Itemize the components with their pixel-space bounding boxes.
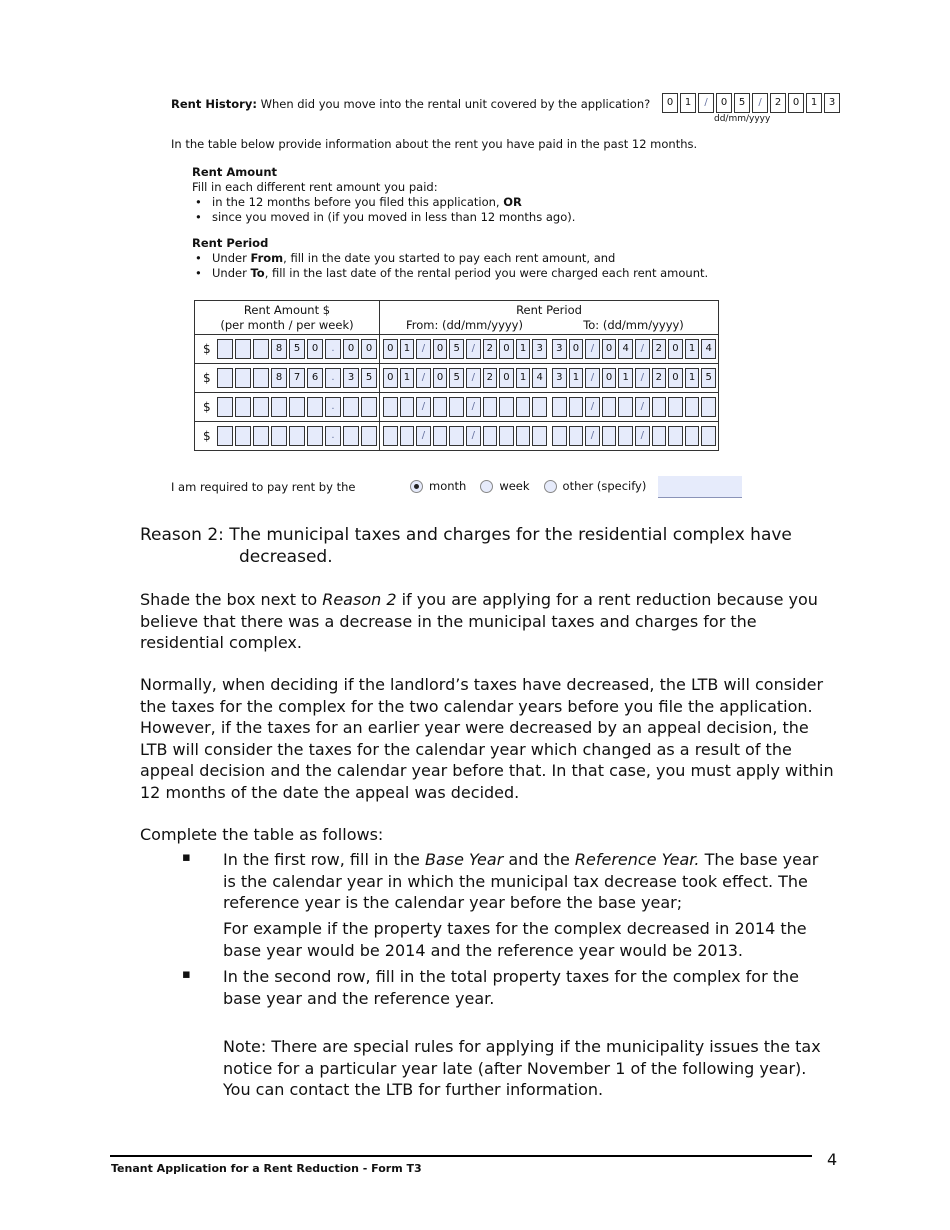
digit-box[interactable]: 4	[701, 339, 716, 359]
digit-box[interactable]: 5	[449, 339, 464, 359]
rent-history-question: When did you move into the rental unit covered by the application?	[260, 97, 651, 111]
digit-box[interactable]: 3	[343, 368, 359, 388]
digit-box[interactable]	[516, 426, 531, 446]
digit-box[interactable]: 1	[400, 339, 415, 359]
separator-box: /	[416, 368, 431, 388]
currency-symbol: $	[203, 342, 211, 356]
digit-box[interactable]	[433, 426, 448, 446]
digit-box[interactable]	[253, 426, 269, 446]
rent-amount-field[interactable]	[217, 397, 379, 417]
digit-box[interactable]	[668, 426, 683, 446]
table-intro: In the table below provide information about the rent you have paid in the past 12 months.	[171, 137, 698, 151]
reason2-bullet-2: In the second row, fill in the total property taxes for the complex for the base year and the reference year.	[223, 967, 800, 1008]
rent-period-cell	[380, 422, 719, 451]
digit-box[interactable]	[652, 397, 667, 417]
move-in-date-field[interactable]	[662, 93, 842, 113]
separator-box: /	[752, 93, 768, 113]
digit-box[interactable]	[235, 339, 251, 359]
digit-box[interactable]	[433, 397, 448, 417]
radio-week-label: week	[499, 479, 530, 493]
text: Shade the box next to	[140, 590, 323, 609]
header-line: (per month / per week)	[220, 317, 354, 332]
digit-box[interactable]: 0	[569, 339, 584, 359]
digit-box[interactable]	[532, 397, 547, 417]
rent-period-instructions	[192, 236, 752, 281]
bullet-text: Under	[212, 266, 251, 280]
reason2-example: For example if the property taxes for the complex decreased in 2014 the base year would be 2014 and the reference year would be 2013.	[223, 919, 807, 960]
to-date-field[interactable]	[549, 368, 718, 388]
currency-symbol: $	[203, 429, 211, 443]
digit-box[interactable]: 0	[602, 339, 617, 359]
rent-amount-cell	[195, 335, 380, 364]
reason2-paragraph-2: Normally, when deciding if the landlord’s taxes have decreased, the LTB will consider the taxes for the complex for the two calendar years before you file the application. However, if the taxes for an earlier year were decreased by an appeal decision, the LTB will consider the taxes for the calendar year which changed as a result of the appeal decision and the calendar year before that. In that case, you must apply within 12 months of the date the appeal was decided.	[140, 675, 834, 802]
rent-table	[194, 300, 719, 451]
digit-box[interactable]	[668, 397, 683, 417]
digit-box[interactable]	[701, 397, 716, 417]
to-date-field[interactable]	[549, 339, 718, 359]
digit-box[interactable]	[552, 397, 567, 417]
rent-history-line	[171, 97, 650, 112]
reason2-title-line: Reason 2: The municipal taxes and charges for the residential complex have	[140, 525, 792, 545]
digit-box[interactable]: 4	[532, 368, 547, 388]
digit-box[interactable]	[516, 397, 531, 417]
rent-period-cell	[380, 335, 719, 364]
digit-box[interactable]	[652, 426, 667, 446]
digit-box[interactable]	[235, 426, 251, 446]
digit-box[interactable]	[532, 426, 547, 446]
rent-amount-bullet-1	[192, 195, 752, 210]
rent-period-bullet-2	[192, 266, 752, 281]
digit-box[interactable]: 5	[449, 368, 464, 388]
other-specify-input[interactable]	[658, 476, 742, 498]
radio-other-label: other (specify)	[562, 479, 647, 493]
digit-box[interactable]	[569, 426, 584, 446]
digit-box[interactable]	[253, 339, 269, 359]
digit-box[interactable]	[289, 426, 305, 446]
rent-table-row	[195, 393, 719, 422]
digit-box[interactable]: 1	[680, 93, 696, 113]
digit-box[interactable]	[343, 426, 359, 446]
digit-box[interactable]: 8	[271, 368, 287, 388]
digit-box[interactable]: 3	[552, 368, 567, 388]
reason2-paragraph-3: Complete the table as follows:	[140, 825, 384, 844]
digit-box[interactable]	[361, 426, 377, 446]
radio-month-label: month	[429, 479, 467, 493]
digit-box[interactable]	[449, 397, 464, 417]
digit-box[interactable]	[618, 426, 633, 446]
digit-box[interactable]: 1	[685, 368, 700, 388]
rent-period-cell	[380, 393, 719, 422]
digit-box[interactable]: 5	[734, 93, 750, 113]
separator-box: /	[635, 426, 650, 446]
rent-table-row	[195, 364, 719, 393]
digit-box[interactable]: 0	[668, 339, 683, 359]
digit-box[interactable]: 1	[685, 339, 700, 359]
digit-box[interactable]	[361, 397, 377, 417]
reason2-paragraph-1	[140, 589, 840, 654]
radio-month[interactable]	[410, 480, 423, 493]
header-line: Rent Amount $	[243, 302, 331, 317]
rent-amount-cell	[195, 422, 380, 451]
header-line: Rent Period	[516, 302, 582, 317]
digit-box[interactable]: 0	[307, 339, 323, 359]
digit-box[interactable]: 0	[602, 368, 617, 388]
digit-box[interactable]	[618, 397, 633, 417]
digit-box[interactable]: 5	[289, 339, 305, 359]
rent-amount-cell	[195, 364, 380, 393]
page-number: 4	[827, 1150, 838, 1169]
digit-box[interactable]: 1	[569, 368, 584, 388]
digit-box[interactable]	[217, 368, 233, 388]
digit-box[interactable]: 0	[788, 93, 804, 113]
separator-box: .	[325, 397, 341, 417]
digit-box[interactable]	[383, 397, 398, 417]
rent-table-row	[195, 335, 719, 364]
separator-box: /	[635, 397, 650, 417]
digit-box[interactable]: 3	[552, 339, 567, 359]
separator-box: /	[466, 368, 481, 388]
pay-rent-label: I am required to pay rent by the	[171, 480, 356, 494]
digit-box[interactable]	[235, 397, 251, 417]
to-header: To: (dd/mm/yyyy)	[583, 317, 684, 332]
separator-box: /	[466, 397, 481, 417]
separator-box: /	[635, 339, 650, 359]
digit-box[interactable]: 1	[516, 339, 531, 359]
digit-box[interactable]	[307, 397, 323, 417]
radio-week[interactable]	[480, 480, 493, 493]
digit-box[interactable]: 2	[652, 368, 667, 388]
digit-box[interactable]: 0	[668, 368, 683, 388]
footer-rule	[110, 1155, 812, 1157]
separator-box: .	[325, 339, 341, 359]
rent-period-cell	[380, 364, 719, 393]
digit-box[interactable]: 3	[824, 93, 840, 113]
digit-box[interactable]	[235, 368, 251, 388]
digit-box[interactable]: 0	[361, 339, 377, 359]
separator-box: /	[416, 339, 431, 359]
reason2-note: Note: There are special rules for applying if the municipality issues the tax notice for a particular year late (after November 1 of the following year). You can contact the LTB for further information.	[223, 1037, 821, 1099]
digit-box[interactable]	[483, 426, 498, 446]
digit-box[interactable]	[701, 426, 716, 446]
digit-box[interactable]: 0	[383, 339, 398, 359]
digit-box[interactable]	[217, 339, 233, 359]
separator-box: /	[585, 339, 600, 359]
digit-box[interactable]: 0	[343, 339, 359, 359]
digit-box[interactable]	[483, 397, 498, 417]
separator-box: .	[325, 368, 341, 388]
digit-box[interactable]	[217, 426, 233, 446]
digit-box[interactable]: 2	[483, 339, 498, 359]
separator-box: /	[585, 368, 600, 388]
digit-box[interactable]: 3	[532, 339, 547, 359]
digit-box[interactable]: 4	[618, 339, 633, 359]
rent-amount-field[interactable]	[217, 339, 379, 359]
digit-box[interactable]: 1	[618, 368, 633, 388]
separator-box: /	[635, 368, 650, 388]
reason2-title-line: decreased.	[239, 547, 333, 567]
from-date-field[interactable]	[383, 339, 549, 359]
digit-box[interactable]	[343, 397, 359, 417]
rent-table-row	[195, 422, 719, 451]
digit-box[interactable]	[499, 397, 514, 417]
separator-box: /	[416, 426, 431, 446]
rent-amount-field[interactable]	[217, 426, 379, 446]
digit-box[interactable]	[602, 426, 617, 446]
digit-box[interactable]	[217, 397, 233, 417]
rent-amount-bullet-2: • since you moved in (if you moved in less than 12 months ago).	[192, 210, 752, 225]
digit-box[interactable]	[685, 426, 700, 446]
bullet-text: , fill in the date you started to pay each rent amount, and	[283, 251, 616, 265]
pay-rent-options	[410, 479, 646, 494]
digit-box[interactable]: 0	[433, 339, 448, 359]
digit-box[interactable]: 5	[701, 368, 716, 388]
digit-box[interactable]	[383, 426, 398, 446]
rent-period-header	[380, 301, 719, 335]
to-date-field[interactable]	[549, 397, 718, 417]
currency-symbol: $	[203, 400, 211, 414]
digit-box[interactable]	[289, 397, 305, 417]
reason2-bullet-1	[223, 849, 833, 914]
header-sub	[380, 318, 718, 333]
radio-other[interactable]	[544, 480, 557, 493]
digit-box[interactable]	[271, 426, 287, 446]
digit-box[interactable]	[253, 397, 269, 417]
digit-box[interactable]	[307, 426, 323, 446]
separator-box: /	[466, 426, 481, 446]
from-date-field[interactable]	[383, 426, 549, 446]
digit-box[interactable]: 6	[307, 368, 323, 388]
date-format-hint: dd/mm/yyyy	[714, 114, 771, 124]
from-date-field[interactable]	[383, 397, 549, 417]
text-italic: Base Year	[424, 850, 504, 869]
digit-box[interactable]: 7	[289, 368, 305, 388]
digit-box[interactable]	[400, 397, 415, 417]
separator-box: /	[585, 397, 600, 417]
square-bullet-icon: ▪	[182, 967, 191, 982]
digit-box[interactable]	[569, 397, 584, 417]
from-date-field[interactable]	[383, 368, 549, 388]
digit-box[interactable]	[271, 397, 287, 417]
digit-box[interactable]: 2	[483, 368, 498, 388]
separator-box: /	[585, 426, 600, 446]
bullet-bold: From	[250, 251, 284, 265]
separator-box: /	[466, 339, 481, 359]
digit-box[interactable]: 0	[383, 368, 398, 388]
digit-box[interactable]: 2	[770, 93, 786, 113]
rent-amount-heading: Rent Amount	[192, 165, 277, 179]
bullet-text: in the 12 months before you filed this application,	[212, 195, 504, 209]
rent-amount-field[interactable]	[217, 368, 379, 388]
text: and the	[503, 850, 575, 869]
rent-history-label: Rent History:	[171, 97, 257, 111]
bullet-text: Under	[212, 251, 251, 265]
to-date-field[interactable]	[549, 426, 718, 446]
digit-box[interactable]	[449, 426, 464, 446]
digit-box[interactable]	[253, 368, 269, 388]
text: if you are applying for a rent reduction because you believe that there was a decrease in the municipal taxes and charges for the residential complex.	[140, 590, 818, 652]
digit-box[interactable]	[499, 426, 514, 446]
currency-symbol: $	[203, 371, 211, 385]
digit-box[interactable]: 0	[499, 368, 514, 388]
digit-box[interactable]: 1	[516, 368, 531, 388]
footer-title: Tenant Application for a Rent Reduction - Form T3	[111, 1162, 422, 1175]
rent-amount-cell	[195, 393, 380, 422]
separator-box: /	[416, 397, 431, 417]
separator-box: /	[698, 93, 714, 113]
rent-period-heading: Rent Period	[192, 236, 269, 250]
text: The base year is the calendar year in which the municipal tax decrease took effect. The reference year is the calendar year before the base year;	[223, 850, 819, 912]
digit-box[interactable]	[552, 426, 567, 446]
bullet-bold: OR	[503, 195, 522, 209]
rent-period-bullet-1	[192, 251, 752, 266]
text-italic: Reference Year.	[574, 850, 700, 869]
text-italic: Reason 2	[322, 590, 397, 609]
digit-box[interactable]	[400, 426, 415, 446]
digit-box[interactable]	[602, 397, 617, 417]
digit-box[interactable]: 5	[361, 368, 377, 388]
digit-box[interactable]: 0	[716, 93, 732, 113]
digit-box[interactable]: 0	[499, 339, 514, 359]
separator-box: .	[325, 426, 341, 446]
rent-amount-instructions	[192, 165, 752, 225]
digit-box[interactable]: 1	[806, 93, 822, 113]
reason2-title	[140, 524, 792, 568]
digit-box[interactable]: 0	[433, 368, 448, 388]
rent-amount-intro: Fill in each different rent amount you paid:	[192, 180, 438, 194]
rent-amount-header	[195, 301, 380, 335]
digit-box[interactable]: 8	[271, 339, 287, 359]
bullet-text: , fill in the last date of the rental period you were charged each rent amount.	[264, 266, 709, 280]
digit-box[interactable]: 0	[662, 93, 678, 113]
digit-box[interactable]	[685, 397, 700, 417]
text: In the first row, fill in the	[223, 850, 425, 869]
bullet-bold: To	[250, 266, 265, 280]
digit-box[interactable]: 2	[652, 339, 667, 359]
square-bullet-icon: ▪	[182, 850, 191, 865]
digit-box[interactable]: 1	[400, 368, 415, 388]
from-header: From: (dd/mm/yyyy)	[406, 317, 523, 332]
